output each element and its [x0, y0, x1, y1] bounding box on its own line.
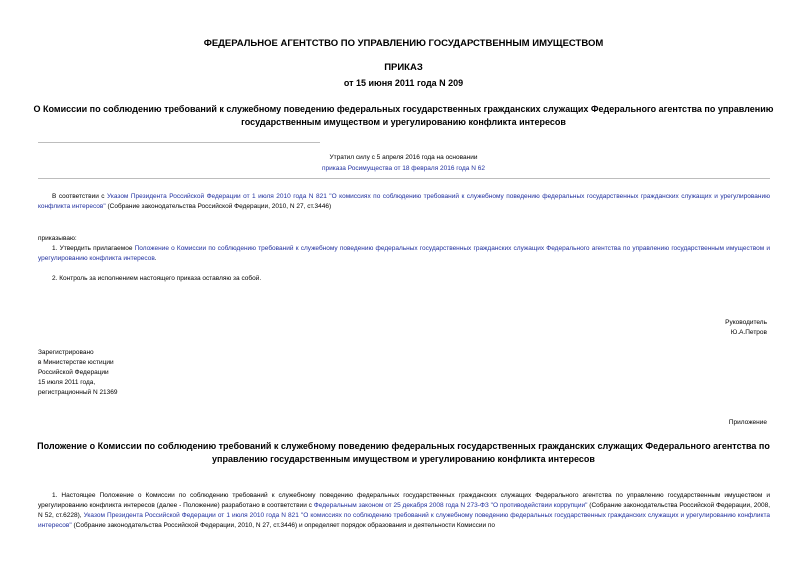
registration-line-3: Российской Федерации [38, 369, 109, 376]
item1-suffix: . [154, 255, 157, 262]
appendix-label: Приложение [728, 419, 767, 426]
divider-short [38, 142, 320, 143]
registration-line-1: Зарегистрировано [38, 349, 94, 356]
presidential-decree-link[interactable]: Указом Президента Российской Федерации от 1 июля 2010 года N 821 "О комиссиях по соблюдению требований к служебному поведению федеральных государственных гражданских служащих и урегулированию конфликта интересов" [38, 512, 770, 529]
item2-paragraph: 2. Контроль за исполнением настоящего приказа оставляю за собой. [52, 275, 262, 282]
signature-block [725, 318, 767, 338]
status-note-text: Утратил силу с 5 апреля 2016 года на основании [329, 154, 478, 161]
document-date-number: от 15 июня 2011 года N 209 [343, 78, 464, 88]
item1-prefix: 1. Утвердить прилагаемое [52, 245, 135, 252]
preamble-suffix: (Собрание законодательства Российской Федерации, 2010, N 27, ст.3446) [105, 203, 332, 210]
appendix-p1-text-1: 1. Настоящее Положение о Комиссии по соблюдению требований к служебному поведению федеральных государственных гражданских служащих Федерального агентства по управлению государственным имуществом и урегулированию конфликта интересов (далее - Положение) разработано в соответствии с [38, 492, 770, 509]
item1-paragraph [38, 244, 770, 264]
appendix-p1-text-3: (Собрание законодательства Российской Федерации, 2010, N 27, ст.3446) и определяет порядок образования и деятельности Комиссии по [71, 522, 496, 529]
signature-name: Ю.А.Петров [730, 329, 767, 336]
status-note-link[interactable]: приказа Росимущества от 18 февраля 2016 года N 62 [322, 165, 485, 172]
anticorruption-law-link[interactable]: Федеральным законом от 25 декабря 2008 года N 273-ФЗ "О противодействии коррупции" [313, 502, 588, 509]
appendix-paragraph-1 [38, 491, 770, 531]
appendix-p1-text-2: (Собрание законодательства Российской Федерации, 2008, N 52, ст.6228), [38, 502, 770, 519]
registration-block [38, 348, 118, 398]
document-type: ПРИКАЗ [384, 62, 423, 73]
appendix-title: Положение о Комиссии по соблюдению требований к служебному поведению федеральных государственных гражданских служащих Федерального агентства по управлению государственным имуществом и урегулированию конфликта интересов [37, 441, 770, 464]
divider-long [38, 178, 770, 179]
item1-regulation-link[interactable]: Положение о Комиссии по соблюдению требований к служебному поведению федеральных государственных гражданских служащих Федерального агентства по управлению государственным имуществом и урегулированию конфликта интересов [38, 245, 770, 262]
document-title: О Комиссии по соблюдению требований к служебному поведению федеральных государственных гражданских служащих Федерального агентства по управлению государственным имуществом и урегулированию конфликта интересов [33, 104, 774, 127]
signature-position: Руководитель [725, 319, 767, 326]
preamble-prefix: В соответствии с [52, 193, 108, 200]
order-word: приказываю: [38, 235, 77, 242]
registration-line-5: регистрационный N 21369 [38, 389, 118, 396]
preamble-paragraph [38, 192, 770, 212]
registration-line-2: в Министерстве юстиции [38, 359, 114, 366]
registration-line-4: 15 июля 2011 года, [38, 379, 96, 386]
status-note [0, 152, 807, 174]
agency-name: ФЕДЕРАЛЬНОЕ АГЕНТСТВО ПО УПРАВЛЕНИЮ ГОСУДАРСТВЕННЫМ ИМУЩЕСТВОМ [203, 38, 604, 49]
preamble-decree-link[interactable]: Указом Президента Российской Федерации от 1 июля 2010 года N 821 "О комиссиях по соблюдению требований к служебному поведению федеральных государственных гражданских служащих и урегулированию конфликта интересов" [38, 193, 770, 210]
